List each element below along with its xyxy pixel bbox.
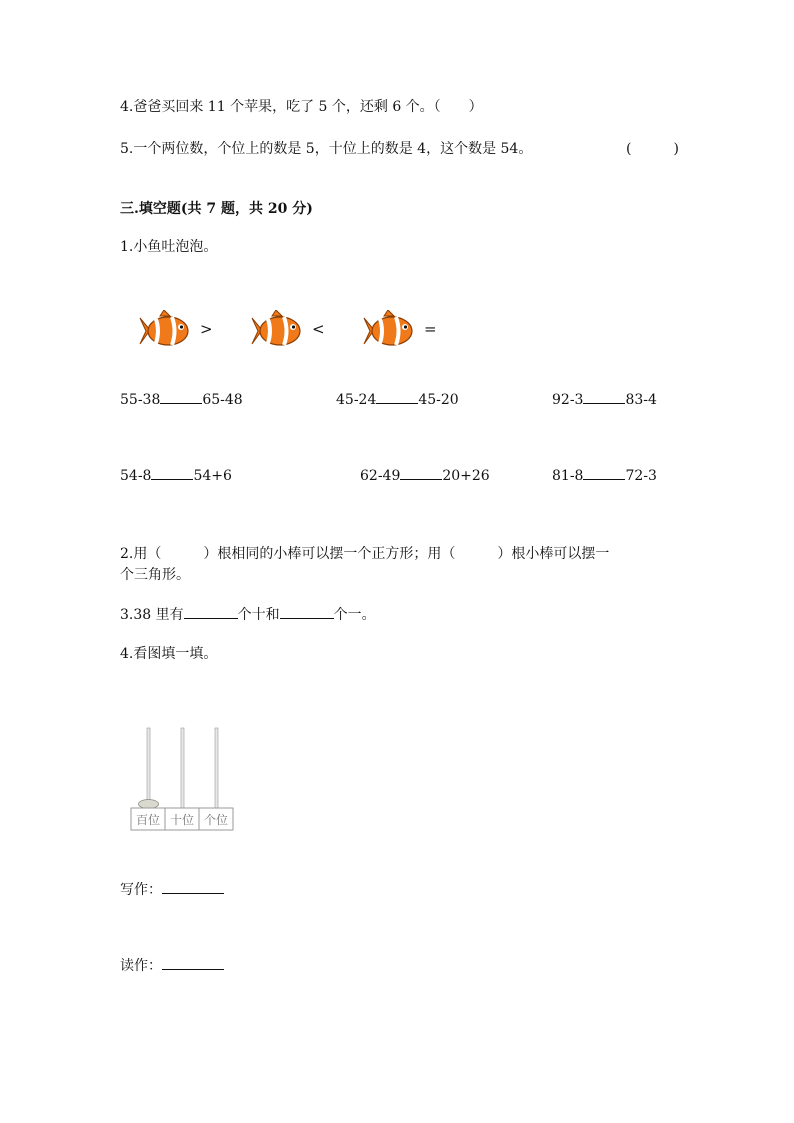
expr-left: 92-3 <box>552 392 584 408</box>
comparison-item <box>552 468 657 484</box>
judge-question-5-paren: ( ) <box>626 141 679 157</box>
read-line <box>120 955 224 975</box>
answer-blank[interactable] <box>583 479 625 480</box>
expr-left: 55-38 <box>120 392 161 408</box>
question-2-line-1: 2.用（ ）根相同的小棒可以摆一个正方形；用（ ）根小棒可以摆一 <box>120 546 610 562</box>
place-label-ones: 个位 <box>203 813 228 827</box>
expr-right: 83-4 <box>625 392 657 408</box>
fish-icon <box>246 310 306 352</box>
answer-blank[interactable] <box>184 618 238 619</box>
expr-left: 62-49 <box>360 468 401 484</box>
expr-left: 45-24 <box>336 392 377 408</box>
answer-blank[interactable] <box>151 479 193 480</box>
comparison-item <box>360 468 490 484</box>
counting-frame <box>128 722 238 832</box>
comparison-symbol-2: < <box>312 320 325 338</box>
judge-question-5: 5.一个两位数，个位上的数是 5，十位上的数是 4，这个数是 54。 <box>120 141 533 157</box>
section-title: 三.填空题(共 7 题，共 20 分) <box>120 201 313 217</box>
answer-blank[interactable] <box>160 403 202 404</box>
comparison-item <box>120 392 243 408</box>
question-4-text: 4.看图填一填。 <box>120 646 218 662</box>
question-3-mid: 个十和 <box>237 607 280 623</box>
write-label: 写作： <box>120 882 162 898</box>
comparison-item <box>120 468 232 484</box>
comparison-item <box>336 392 459 408</box>
question-1-text: 1.小鱼吐泡泡。 <box>120 239 218 255</box>
judge-question-4: 4.爸爸买回来 11 个苹果，吃了 5 个，还剩 6 个。（ ） <box>120 99 483 115</box>
expr-right: 72-3 <box>625 468 657 484</box>
comparison-symbol-3: = <box>424 320 437 338</box>
expr-left: 54-8 <box>120 468 152 484</box>
question-2-line-2: 个三角形。 <box>120 567 190 583</box>
expr-right: 45-20 <box>418 392 459 408</box>
expr-right: 20+26 <box>442 468 490 484</box>
question-3 <box>120 604 376 624</box>
place-label-tens: 十位 <box>169 813 194 827</box>
expr-right: 65-48 <box>202 392 243 408</box>
answer-blank[interactable] <box>280 618 334 619</box>
bead <box>139 800 159 809</box>
question-3-prefix: 3.38 里有 <box>120 607 184 623</box>
answer-blank[interactable] <box>162 893 224 894</box>
fish-icon <box>358 310 418 352</box>
question-3-suffix: 个一。 <box>333 607 376 623</box>
expr-right: 54+6 <box>193 468 232 484</box>
comparison-symbol-1: > <box>200 320 213 338</box>
read-label: 读作： <box>120 958 162 974</box>
answer-blank[interactable] <box>583 403 625 404</box>
write-line <box>120 879 224 899</box>
comparison-item <box>552 392 657 408</box>
answer-blank[interactable] <box>162 969 224 970</box>
fish-icon <box>134 310 194 352</box>
place-label-hundreds: 百位 <box>135 813 160 827</box>
expr-left: 81-8 <box>552 468 584 484</box>
answer-blank[interactable] <box>376 403 418 404</box>
answer-blank[interactable] <box>400 479 442 480</box>
